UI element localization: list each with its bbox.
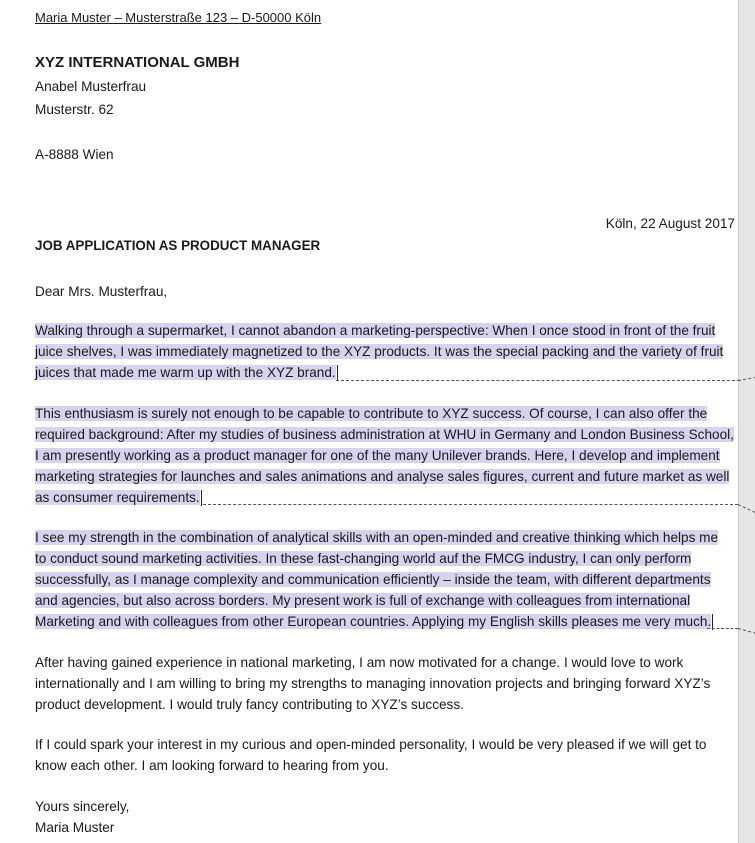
recipient-street: Musterstr. 62	[35, 102, 114, 117]
paragraph-line: as consumer requirements.	[35, 490, 200, 505]
paragraph-line: marketing strategies for launches and sales animations and analyse sales figures, current and future market as well	[35, 469, 730, 484]
paragraph-line: know each other. I am looking forward to hearing from you.	[35, 758, 389, 773]
paragraph-line: Marketing and with colleagues from other European countries. Applying my English skills pleases me very much.	[35, 614, 712, 629]
paragraph-line: internationally and I am willing to bring my strengths to managing innovation projects and bringing forward XYZ’s	[35, 676, 711, 691]
paragraph-line: required background: After my studies of business administration at WHU in Germany and London Business School,	[35, 427, 734, 442]
paragraph-5[interactable]	[35, 734, 735, 776]
paragraph-2[interactable]	[35, 403, 735, 508]
paragraph-line: After having gained experience in national marketing, I am now motivated for a change. I would love to work	[35, 655, 684, 670]
paragraph-3[interactable]	[35, 527, 735, 632]
sender-address-line: Maria Muster – Musterstraße 123 – D-50000 Köln	[35, 10, 322, 25]
comment-anchor-line	[707, 628, 738, 629]
paragraph-line: successfully, as I manage complexity and communication efficiently – inside the team, with different departments	[35, 572, 711, 587]
comment-margin	[738, 0, 755, 843]
paragraph-line: Walking through a supermarket, I cannot abandon a marketing-perspective: When I once stood in front of the fruit	[35, 323, 716, 338]
letter-subject: JOB APPLICATION AS PRODUCT MANAGER	[35, 238, 321, 253]
paragraph-4[interactable]	[35, 652, 735, 715]
recipient-company: XYZ INTERNATIONAL GMBH	[35, 54, 240, 71]
recipient-city: A-8888 Wien	[35, 147, 114, 162]
salutation: Dear Mrs. Musterfrau,	[35, 284, 168, 299]
recipient-name: Anabel Musterfrau	[35, 79, 147, 94]
closing-block	[35, 796, 129, 838]
paragraph-line: to conduct sound marketing activities. In these fast-changing world auf the FMCG industry, I can only perform	[35, 551, 692, 566]
paragraph-line: This enthusiasm is surely not enough to be capable to contribute to XYZ success. Of course, I can also offer the	[35, 406, 708, 421]
paragraph-line: I see my strength in the combination of analytical skills with an open-minded and creative thinking which helps me	[35, 530, 719, 545]
comment-anchor-line	[336, 380, 740, 381]
paragraph-line: If I could spark your interest in my curious and open-minded personality, I would be very pleased if we will get to	[35, 737, 707, 752]
paragraph-line: juice shelves, I was immediately magnetized to the XYZ products. It was the special packing and the variety of fruit	[35, 344, 724, 359]
paragraph-line: I am presently working as a product manager for one of the many Unilever brands. Here, I develop and implement	[35, 448, 720, 463]
letter-date: Köln, 22 August 2017	[605, 216, 735, 231]
selection-end-marker	[201, 490, 202, 506]
closing-phrase: Yours sincerely,	[35, 799, 130, 814]
signature-name: Maria Muster	[35, 820, 115, 835]
paragraph-1[interactable]	[35, 320, 735, 383]
selection-end-marker	[337, 365, 338, 381]
comment-anchor-line	[203, 504, 738, 505]
paragraph-line: and agencies, but also across borders. My present work is full of exchange with colleagues from international	[35, 593, 691, 608]
paragraph-line: juices that made me warm up with the XYZ brand.	[35, 365, 336, 380]
paragraph-line: product development. I would truly fancy contributing to XYZ’s success.	[35, 697, 464, 712]
